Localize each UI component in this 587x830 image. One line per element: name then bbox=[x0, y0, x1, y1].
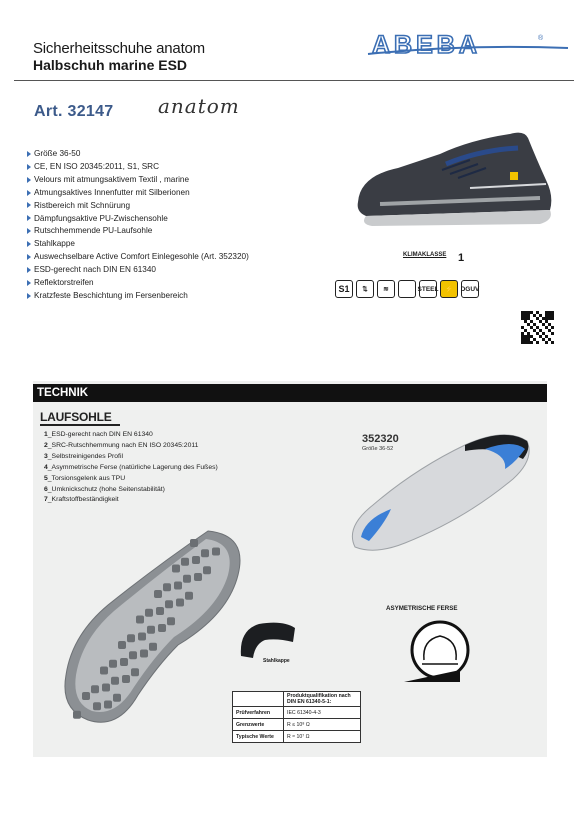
row-value: R ≈ 10⁷ Ω bbox=[284, 731, 361, 743]
spec-text: _Umknickschutz (hohe Seitenstabilität) bbox=[47, 485, 165, 493]
row-label: Typische Werte bbox=[233, 731, 284, 743]
insole-article: 352320 bbox=[362, 433, 399, 445]
bullet-arrow-icon bbox=[27, 164, 31, 170]
bullet-arrow-icon bbox=[27, 190, 31, 196]
svg-text:®: ® bbox=[538, 35, 544, 42]
feature-item bbox=[27, 187, 249, 200]
spec-text: _Kraftstoffbeständigkeit bbox=[47, 496, 119, 504]
header-subtitle: Halbschuh marine ESD bbox=[33, 57, 188, 73]
steel-cap-image bbox=[237, 618, 297, 660]
feature-item bbox=[27, 251, 249, 264]
feature-text: Velours mit atmungsaktivem Textil , marine bbox=[34, 174, 190, 184]
sole-spec-item bbox=[44, 485, 218, 496]
shoe-image bbox=[350, 124, 560, 229]
sole-spec-item bbox=[44, 463, 218, 474]
feature-item bbox=[27, 213, 249, 226]
row-value: R ≤ 10⁸ Ω bbox=[284, 719, 361, 731]
feature-text: Atmungsaktives Innenfutter mit Silberionen bbox=[34, 187, 190, 197]
feature-item bbox=[27, 225, 249, 238]
insole-size: Größe 36-52 bbox=[362, 446, 394, 452]
table-header: Produktqualifikation nach DIN EN 61340-5-1: bbox=[284, 692, 361, 707]
cushion-icon: ≋ bbox=[377, 280, 395, 298]
table-row bbox=[233, 731, 361, 743]
steel-cap-label: Stahlkappe bbox=[263, 658, 290, 664]
feature-text: Rutschhemmende PU-Laufsohle bbox=[34, 226, 153, 236]
sole-spec-list bbox=[44, 430, 218, 506]
spec-text: _Torsionsgelenk aus TPU bbox=[47, 474, 126, 482]
esd-icon: ⚡ bbox=[440, 280, 458, 298]
klima-label: KLIMAKLASSE bbox=[403, 252, 447, 258]
spec-number: 6 bbox=[44, 485, 48, 493]
sole-spec-item bbox=[44, 430, 218, 441]
spec-number: 3 bbox=[44, 452, 48, 460]
feature-list bbox=[27, 148, 249, 303]
feature-text: CE, EN ISO 20345:2011, S1, SRC bbox=[34, 161, 159, 171]
sole-spec-item bbox=[44, 495, 218, 506]
table-row bbox=[233, 719, 361, 731]
s1-icon: S1 bbox=[335, 280, 353, 298]
row-value: IEC 61340-4-3 bbox=[284, 707, 361, 719]
bullet-arrow-icon bbox=[27, 215, 31, 221]
asym-title: ASYMETRISCHE FERSE bbox=[386, 605, 458, 612]
bullet-arrow-icon bbox=[27, 177, 31, 183]
bullet-arrow-icon bbox=[27, 241, 31, 247]
feature-item bbox=[27, 277, 249, 290]
certification-icons bbox=[335, 280, 479, 298]
spec-text: _Selbstreinigendes Profil bbox=[47, 452, 123, 460]
feature-text: Reflektorstreifen bbox=[34, 278, 94, 288]
qr-code bbox=[521, 311, 554, 344]
feature-text: Auswechselbare Active Comfort Einlegesohle (Art. 352320) bbox=[34, 252, 249, 262]
svg-text:ABEBA: ABEBA bbox=[372, 31, 481, 59]
technik-title: TECHNIK bbox=[33, 384, 547, 402]
feature-text: ESD-gerecht nach DIN EN 61340 bbox=[34, 265, 156, 275]
feature-item bbox=[27, 148, 249, 161]
asym-heel-diagram bbox=[400, 616, 480, 686]
table-row bbox=[233, 707, 361, 719]
bullet-arrow-icon bbox=[27, 151, 31, 157]
technik-panel bbox=[33, 381, 547, 757]
sole-spec-item bbox=[44, 452, 218, 463]
bullet-arrow-icon bbox=[27, 228, 31, 234]
sole-spec-item bbox=[44, 441, 218, 452]
spec-number: 7 bbox=[44, 496, 48, 504]
spec-text: _SRC-Rutschhemmung nach EN ISO 20345:2011 bbox=[47, 441, 199, 449]
header-title: Sicherheitsschuhe anatom bbox=[33, 40, 205, 57]
spec-number: 1 bbox=[44, 431, 48, 438]
table-empty-cell bbox=[233, 692, 284, 707]
outsole-image bbox=[58, 525, 248, 730]
sole-spec-item bbox=[44, 474, 218, 485]
feature-item bbox=[27, 238, 249, 251]
klima-value: 1 bbox=[458, 252, 465, 264]
feature-item bbox=[27, 290, 249, 303]
esd-qualification-table bbox=[232, 691, 361, 743]
shoe-icon bbox=[398, 280, 416, 298]
bullet-arrow-icon bbox=[27, 202, 31, 208]
spec-text: _Asymmetrische Ferse (natürliche Lagerung des Fußes) bbox=[47, 463, 218, 471]
steel-cap-icon: STEEL bbox=[419, 280, 437, 298]
feature-text: Kratzfeste Beschichtung im Fersenbereich bbox=[34, 290, 188, 300]
row-label: Grenzwerte bbox=[233, 719, 284, 731]
feature-item bbox=[27, 264, 249, 277]
article-number: Art. 32147 bbox=[34, 103, 114, 120]
spec-text: _ESD-gerecht nach DIN EN 61340 bbox=[47, 431, 153, 438]
feature-text: Ristbereich mit Schnürung bbox=[34, 200, 131, 210]
abeba-logo bbox=[366, 30, 576, 60]
feature-item bbox=[27, 200, 249, 213]
feature-item bbox=[27, 174, 249, 187]
spec-number: 5 bbox=[44, 474, 48, 482]
feature-text: Stahlkappe bbox=[34, 239, 75, 249]
bullet-arrow-icon bbox=[27, 280, 31, 286]
header-divider bbox=[14, 80, 574, 81]
spec-number: 4 bbox=[44, 463, 48, 471]
row-label: Prüfverfahren bbox=[233, 707, 284, 719]
series-name: anatom bbox=[158, 94, 240, 118]
feature-text: Dämpfungsaktive PU-Zwischensohle bbox=[34, 213, 168, 223]
slip-resistance-icon: ⇅ bbox=[356, 280, 374, 298]
bullet-arrow-icon bbox=[27, 254, 31, 260]
dguv-icon: DGUV bbox=[461, 280, 479, 298]
bullet-arrow-icon bbox=[27, 293, 31, 299]
bullet-arrow-icon bbox=[27, 267, 31, 273]
laufsohle-title: LAUFSOHLE bbox=[40, 410, 112, 424]
feature-item bbox=[27, 161, 249, 174]
laufsohle-underline bbox=[40, 424, 120, 426]
feature-text: Größe 36-50 bbox=[34, 149, 81, 158]
spec-number: 2 bbox=[44, 441, 48, 449]
